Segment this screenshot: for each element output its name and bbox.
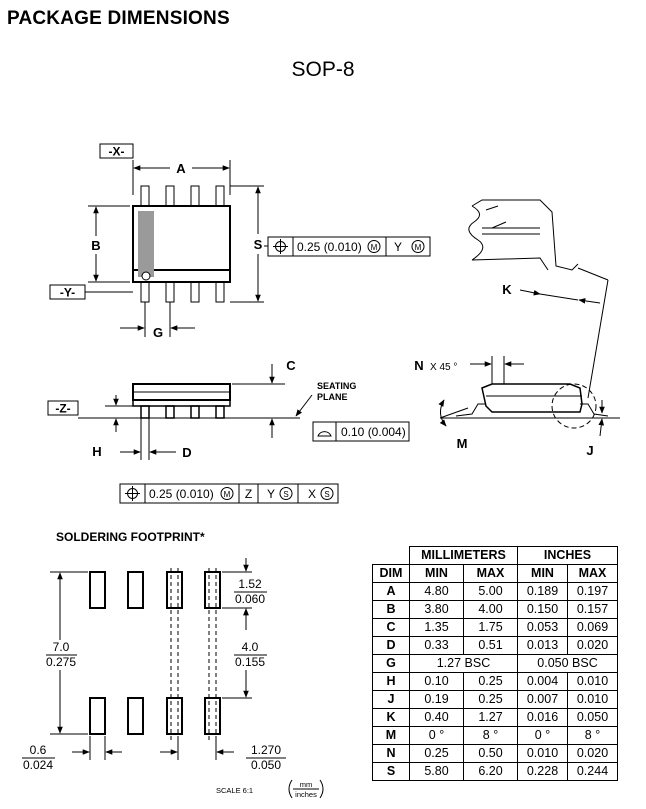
table-cell-mm-min: 0.33 xyxy=(410,637,464,655)
table-row xyxy=(373,709,618,727)
table-cell-dim: G xyxy=(373,655,410,673)
modifier-s-y: S xyxy=(283,490,289,499)
dim-k-label: K xyxy=(502,282,512,297)
lead-top-4 xyxy=(216,186,224,206)
table-cell-mm-min: 0 ° xyxy=(410,727,464,745)
pad-bottom-4 xyxy=(205,698,220,734)
lead-top-1 xyxy=(141,186,149,206)
dim-j-label: J xyxy=(586,443,594,458)
pin1-stripe xyxy=(138,211,154,277)
table-cell-in-max: 0.050 xyxy=(568,709,618,727)
table-cell-mm-max: 0.50 xyxy=(464,745,518,763)
table-cell-in-max: 0.157 xyxy=(568,601,618,619)
unit-paren-left xyxy=(289,780,292,798)
modifier-m-top-2: M xyxy=(414,243,422,252)
table-row xyxy=(373,745,618,763)
datum-y-ref: Y xyxy=(266,487,276,501)
unit-mm: mm xyxy=(299,780,313,789)
pad-top-2 xyxy=(128,572,143,608)
dim-40-bottom: 0.155 xyxy=(234,655,266,669)
top-view xyxy=(50,144,430,340)
table-cell-dim: K xyxy=(373,709,410,727)
dim-06-top: 0.6 xyxy=(29,743,47,757)
datum-z-ref: Z xyxy=(244,487,253,501)
modifier-m-bottom: M xyxy=(223,490,231,499)
table-row xyxy=(373,601,618,619)
table-cell-mm-max: 1.27 xyxy=(464,709,518,727)
tolerance-value-top: 0.25 (0.010) xyxy=(297,240,362,254)
dim-40-top: 4.0 xyxy=(241,640,259,654)
table-cell-in-min: 0.228 xyxy=(518,763,568,781)
page-title: PACKAGE DIMENSIONS xyxy=(7,8,230,29)
table-cell-dim: D xyxy=(373,637,410,655)
end-view xyxy=(414,200,620,458)
lead-hatch-1 xyxy=(486,206,506,228)
soldering-footprint xyxy=(22,530,323,799)
table-cell-dim: H xyxy=(373,673,410,691)
dim-k-arrow-left xyxy=(520,290,540,294)
dimensions-table xyxy=(372,546,618,781)
pin1-dot xyxy=(142,272,150,280)
table-cell-in-bsc: 0.050 BSC xyxy=(518,655,618,673)
table-cell-mm-max: 1.75 xyxy=(464,619,518,637)
lead-top-2 xyxy=(166,186,174,206)
table-cell-in-min: 0.004 xyxy=(518,673,568,691)
table-cell-dim: N xyxy=(373,745,410,763)
table-cell-dim: J xyxy=(373,691,410,709)
dim-j-arrow-bottom xyxy=(600,419,602,436)
lead-bottom-4 xyxy=(216,282,224,302)
table-row xyxy=(373,691,618,709)
table-cell-mm-min: 0.19 xyxy=(410,691,464,709)
table-col-mm-max: MAX xyxy=(464,565,518,583)
table-cell-in-min: 0.189 xyxy=(518,583,568,601)
pad-bottom-3 xyxy=(167,698,182,734)
dim-h-label: H xyxy=(92,444,102,459)
modifier-s-x: S xyxy=(324,490,330,499)
table-cell-mm-max: 8 ° xyxy=(464,727,518,745)
dim-70-top: 7.0 xyxy=(52,640,70,654)
table-cell-in-min: 0.016 xyxy=(518,709,568,727)
table-cell-in-min: 0.013 xyxy=(518,637,568,655)
table-cell-dim: B xyxy=(373,601,410,619)
footprint-title: SOLDERING FOOTPRINT* xyxy=(56,530,205,544)
seating-plane-text-2: PLANE xyxy=(317,392,348,402)
dim-c-label: C xyxy=(286,358,296,373)
dim-n-label: N xyxy=(414,358,424,373)
dim-127-bottom: 0.050 xyxy=(250,758,282,772)
table-cell-mm-bsc: 1.27 BSC xyxy=(410,655,518,673)
table-corner-cell xyxy=(373,547,410,565)
table-cell-in-max: 0.197 xyxy=(568,583,618,601)
lead-top-3 xyxy=(191,186,199,206)
seating-plane-text-1: SEATING xyxy=(317,381,357,391)
dim-127-top: 1.270 xyxy=(250,743,282,757)
dim-s-label: S xyxy=(253,237,263,252)
table-cell-in-max: 0.020 xyxy=(568,637,618,655)
dim-m-label: M xyxy=(456,436,468,451)
lead-break-left xyxy=(469,206,483,260)
dim-g-label: G xyxy=(152,325,164,340)
table-row xyxy=(373,727,618,745)
flatness-icon xyxy=(318,432,331,436)
datum-y-label: -Y- xyxy=(59,285,76,300)
table-cell-mm-min: 0.25 xyxy=(410,745,464,763)
table-cell-mm-min: 4.80 xyxy=(410,583,464,601)
pad-top-4 xyxy=(205,572,220,608)
side-lead-1 xyxy=(141,406,149,418)
table-cell-mm-min: 3.80 xyxy=(410,601,464,619)
table-cell-in-max: 0.069 xyxy=(568,619,618,637)
table-cell-in-min: 0.007 xyxy=(518,691,568,709)
datum-x-label: -X- xyxy=(108,144,125,159)
table-cell-mm-max: 0.25 xyxy=(464,691,518,709)
table-row xyxy=(373,619,618,637)
table-cell-mm-max: 0.25 xyxy=(464,673,518,691)
table-cell-in-max: 0.010 xyxy=(568,691,618,709)
unit-inches: inches xyxy=(295,790,317,799)
dim-m-ref xyxy=(440,408,468,418)
table-cell-mm-min: 1.35 xyxy=(410,619,464,637)
table-cell-mm-max: 5.00 xyxy=(464,583,518,601)
side-lead-3 xyxy=(191,406,199,418)
end-body-outline xyxy=(482,384,582,412)
table-row xyxy=(373,763,618,781)
table-column-header-row xyxy=(373,565,618,583)
table-cell-dim: M xyxy=(373,727,410,745)
table-cell-dim: A xyxy=(373,583,410,601)
tolerance-value-bottom: 0.25 (0.010) xyxy=(149,487,214,501)
detail-leader-2 xyxy=(588,280,608,398)
dim-70-bottom: 0.275 xyxy=(45,655,77,669)
tolerance-datum-top: Y xyxy=(393,240,403,254)
dim-k-arrow-right xyxy=(579,300,600,303)
dim-a-label: A xyxy=(176,161,186,176)
side-lead-2 xyxy=(166,406,174,418)
table-cell-mm-max: 0.51 xyxy=(464,637,518,655)
table-group-mm: MILLIMETERS xyxy=(410,547,518,565)
table-cell-mm-min: 0.10 xyxy=(410,673,464,691)
table-cell-in-min: 0.010 xyxy=(518,745,568,763)
table-col-in-max: MAX xyxy=(568,565,618,583)
dim-152-bottom: 0.060 xyxy=(234,592,266,606)
unit-paren-right xyxy=(320,780,323,798)
modifier-m-top-1: M xyxy=(370,243,378,252)
table-col-in-min: MIN xyxy=(518,565,568,583)
table-row xyxy=(373,673,618,691)
dim-d-label: D xyxy=(182,445,192,460)
dim-m-arc xyxy=(440,400,446,426)
pad-top-3 xyxy=(167,572,182,608)
table-cell-in-min: 0.150 xyxy=(518,601,568,619)
flatness-value: 0.10 (0.004) xyxy=(341,425,406,439)
lead-section-outline-2 xyxy=(472,258,548,270)
table-row xyxy=(373,583,618,601)
dim-b-label: B xyxy=(91,238,101,253)
dim-152-top: 1.52 xyxy=(238,577,262,591)
dim-06-bottom: 0.024 xyxy=(22,758,54,772)
side-lead-4 xyxy=(216,406,224,418)
package-name: SOP-8 xyxy=(291,58,355,81)
table-group-inches: INCHES xyxy=(518,547,618,565)
dim-k-line xyxy=(540,294,578,300)
chamfer-label: X 45 ° xyxy=(430,362,458,373)
table-col-dim: DIM xyxy=(373,565,410,583)
table-cell-dim: C xyxy=(373,619,410,637)
side-view xyxy=(48,358,409,503)
table-cell-mm-min: 5.80 xyxy=(410,763,464,781)
table-row xyxy=(373,655,618,673)
table-cell-in-max: 8 ° xyxy=(568,727,618,745)
detail-leader xyxy=(578,268,608,280)
scale-label: SCALE 6:1 xyxy=(216,786,254,795)
seating-plane-leader xyxy=(296,395,312,416)
table-cell-in-min: 0 ° xyxy=(518,727,568,745)
pad-bottom-2 xyxy=(128,698,143,734)
lead-bottom-3 xyxy=(191,282,199,302)
pad-bottom-1 xyxy=(90,698,105,734)
end-lead-left xyxy=(456,404,486,416)
table-cell-dim: S xyxy=(373,763,410,781)
table-group-header-row xyxy=(373,547,618,565)
datum-x-ref: X xyxy=(307,487,317,501)
datum-z-label: -Z- xyxy=(55,401,71,416)
pad-top-1 xyxy=(90,572,105,608)
table-cell-in-min: 0.053 xyxy=(518,619,568,637)
table-cell-in-max: 0.244 xyxy=(568,763,618,781)
table-cell-in-max: 0.010 xyxy=(568,673,618,691)
lead-bottom-2 xyxy=(166,282,174,302)
table-row xyxy=(373,637,618,655)
table-body xyxy=(373,583,618,781)
table-col-mm-min: MIN xyxy=(410,565,464,583)
table-cell-mm-max: 6.20 xyxy=(464,763,518,781)
table-cell-mm-max: 4.00 xyxy=(464,601,518,619)
table-cell-mm-min: 0.40 xyxy=(410,709,464,727)
table-cell-in-max: 0.020 xyxy=(568,745,618,763)
lead-bottom-1 xyxy=(141,282,149,302)
